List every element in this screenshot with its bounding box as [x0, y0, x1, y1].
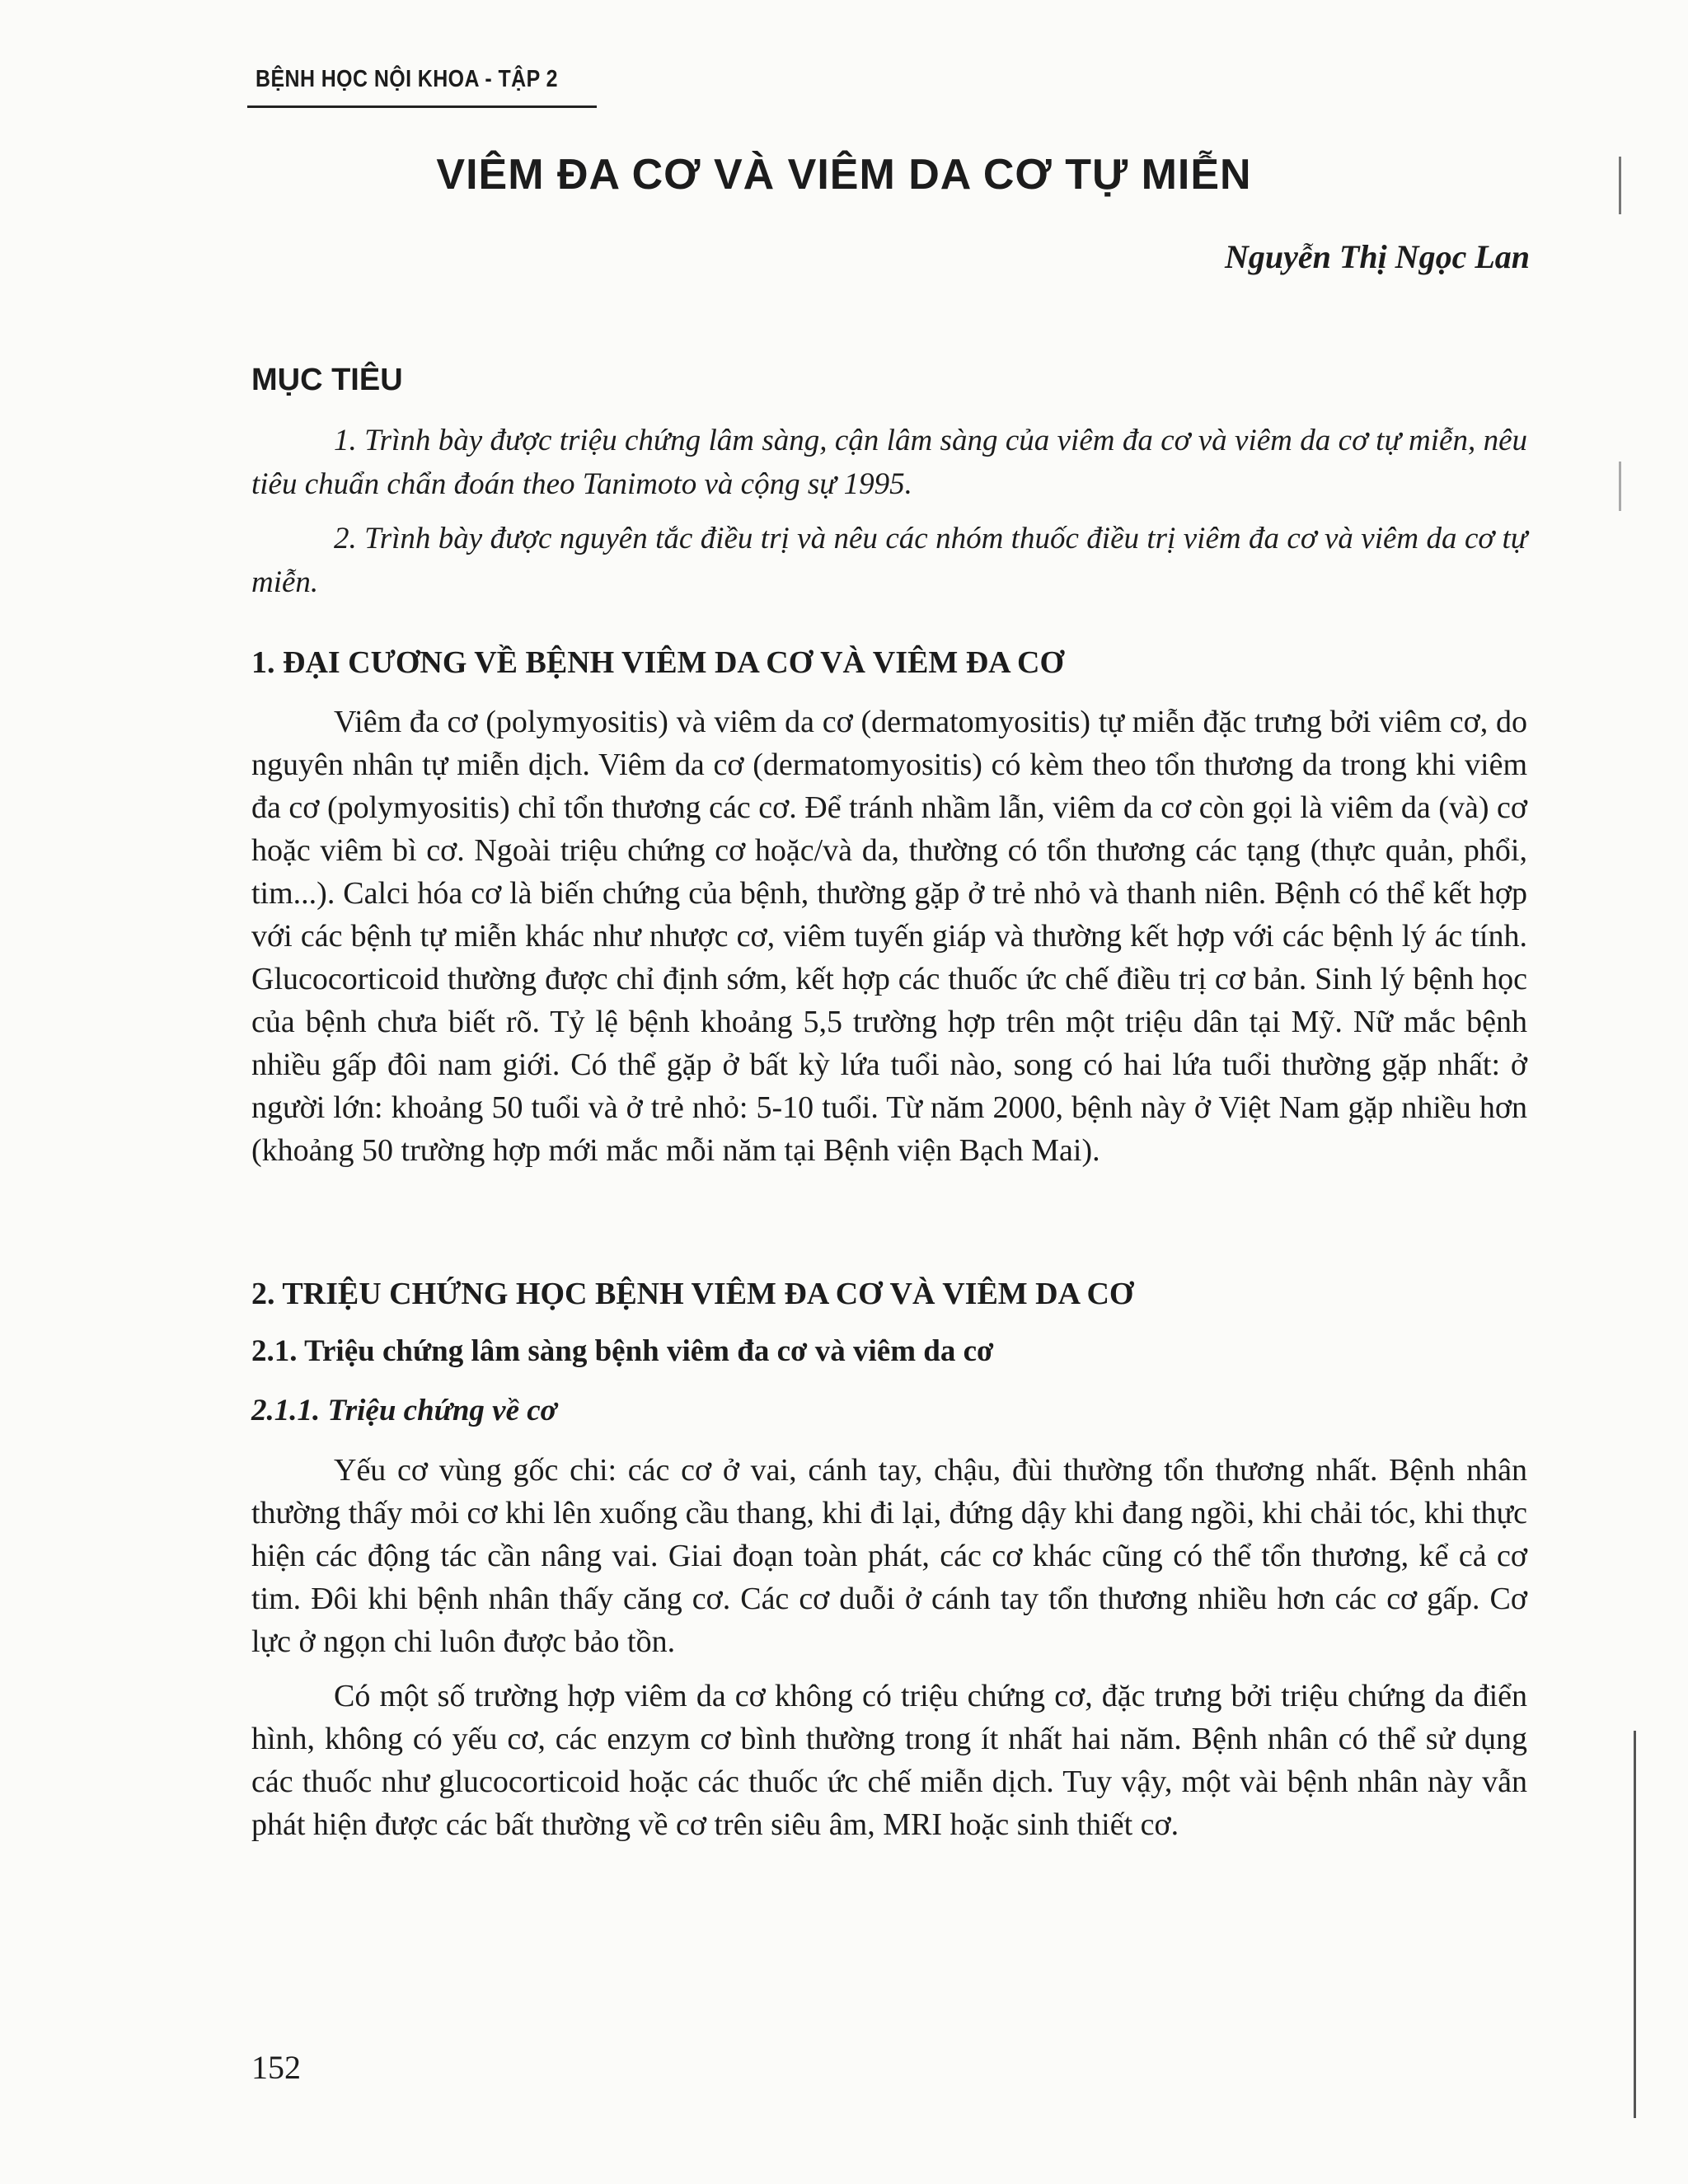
page-number: 152	[251, 2049, 301, 2086]
section-1-heading: 1. ĐẠI CƯƠNG VỀ BỆNH VIÊM DA CƠ VÀ VIÊM ĐA CƠ	[251, 645, 1064, 680]
objective-item-1: 1. Trình bày được triệu chứng lâm sàng, cận lâm sàng của viêm đa cơ và viêm da cơ tự miễn, nêu tiêu chuẩn chẩn đoán theo Tanimoto và cộng sự 1995.	[251, 424, 1527, 501]
running-header: BỆNH HỌC NỘI KHOA - TẬP 2	[256, 66, 558, 92]
section-2-paragraph-1: Yếu cơ vùng gốc chi: các cơ ở vai, cánh tay, chậu, đùi thường tổn thương nhất. Bệnh nhân thường thấy mỏi cơ khi lên xuống cầu thang, khi đi lại, đứng dậy khi đang ngồi, khi chải tóc, khi thực hiện các động tác cần nâng vai. Giai đoạn toàn phát, các cơ khác cũng có thể tổn thương, kể cả cơ tim. Đôi khi bệnh nhân thấy căng cơ. Các cơ duỗi ở cánh tay tổn thương nhiều hơn các cơ gấp. Cơ lực ở ngọn chi luôn được bảo tồn.	[251, 1453, 1527, 1659]
objectives-heading: MỤC TIÊU	[251, 363, 403, 397]
section-1-paragraph: Viêm đa cơ (polymyositis) và viêm da cơ (dermatomyositis) tự miễn đặc trưng bởi viêm cơ, do nguyên nhân tự miễn dịch. Viêm da cơ (dermatomyositis) có kèm theo tổn thương da trong khi viêm đa cơ (polymyositis) chỉ tổn thương các cơ. Để tránh nhầm lẫn, viêm da cơ còn gọi là viêm da (và) cơ hoặc viêm bì cơ. Ngoài triệu chứng cơ hoặc/và da, thường có tổn thương các tạng (thực quản, phổi, tim...). Calci hóa cơ là biến chứng của bệnh, thường gặp ở trẻ nhỏ và thanh niên. Bệnh có thể kết hợp với các bệnh tự miễn khác như nhược cơ, viêm tuyến giáp và thường kết hợp với các bệnh lý ác tính. Glucocorticoid thường được chỉ định sớm, kết hợp các thuốc ức chế điều trị cơ bản. Sinh lý bệnh học của bệnh chưa biết rõ. Tỷ lệ bệnh khoảng 5,5 trường hợp trên một triệu dân tại Mỹ. Nữ mắc bệnh nhiều gấp đôi nam giới. Có thể gặp ở bất kỳ lứa tuổi nào, song có hai lứa tuổi thường gặp nhất: ở người lớn: khoảng 50 tuổi và ở trẻ nhỏ: 5-10 tuổi. Từ năm 2000, bệnh này ở Việt Nam gặp nhiều hơn (khoảng 50 trường hợp mới mắc mỗi năm tại Bệnh viện Bạch Mai).	[251, 705, 1527, 1168]
section-2-1-heading: 2.1. Triệu chứng lâm sàng bệnh viêm đa cơ và viêm da cơ	[251, 1334, 994, 1368]
author-name: Nguyễn Thị Ngọc Lan	[1225, 238, 1530, 275]
section-2-paragraph-2: Có một số trường hợp viêm da cơ không có triệu chứng cơ, đặc trưng bởi triệu chứng da điển hình, không có yếu cơ, các enzym cơ bình thường trong ít nhất hai năm. Bệnh nhân có thể sử dụng các thuốc như glucocorticoid hoặc các thuốc ức chế miễn dịch. Tuy vậy, một vài bệnh nhân này vẫn phát hiện được các bất thường về cơ trên siêu âm, MRI hoặc sinh thiết cơ.	[251, 1679, 1527, 1842]
header-divider	[247, 105, 597, 108]
scan-edge-mark-bottom	[1634, 1731, 1636, 2118]
chapter-title: VIÊM ĐA CƠ VÀ VIÊM DA CƠ TỰ MIỄN	[436, 151, 1252, 199]
scan-edge-mark-middle	[1619, 462, 1621, 511]
scan-edge-mark-top	[1619, 157, 1621, 214]
objective-item-2: 2. Trình bày được nguyên tắc điều trị và nêu các nhóm thuốc điều trị viêm đa cơ và viêm da cơ tự miễn.	[251, 522, 1527, 599]
section-2-1-1-heading: 2.1.1. Triệu chứng về cơ	[251, 1394, 557, 1427]
section-2-heading: 2. TRIỆU CHỨNG HỌC BỆNH VIÊM ĐA CƠ VÀ VIÊM DA CƠ	[251, 1277, 1134, 1311]
